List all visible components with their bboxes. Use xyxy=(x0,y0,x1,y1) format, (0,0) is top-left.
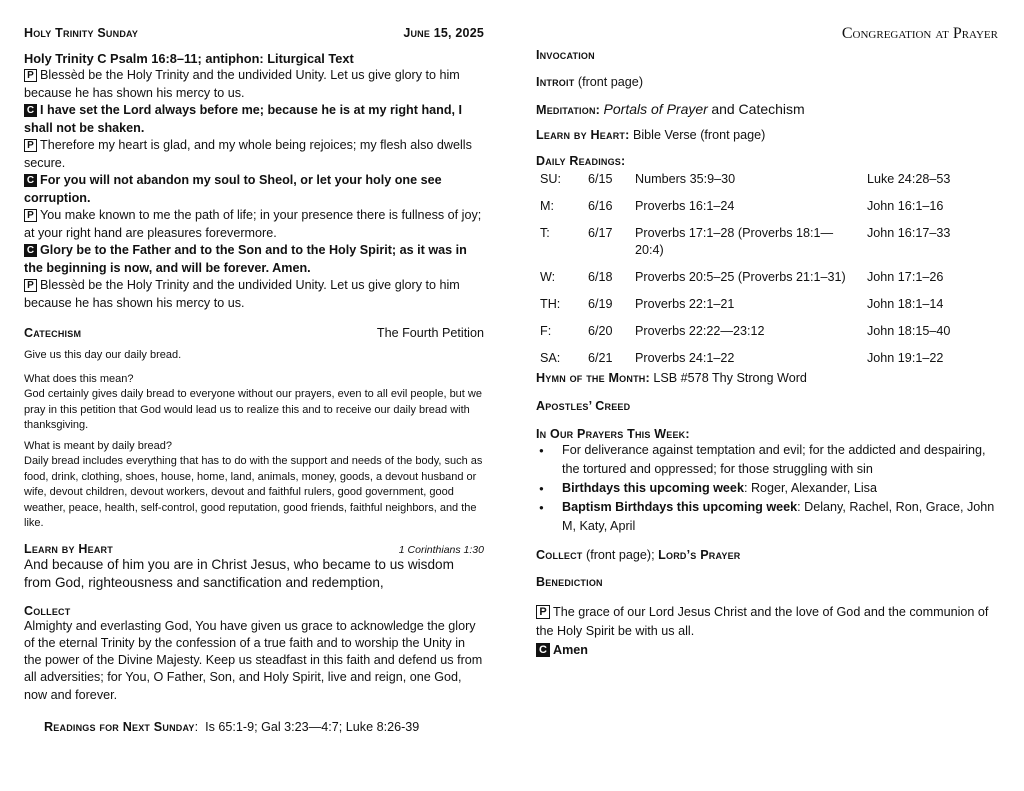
introit-note: (front page) xyxy=(577,75,644,89)
catechism-petition-text: Give us this day our daily bread. xyxy=(24,349,182,361)
reading-ot: Proverbs 24:1–22 xyxy=(635,351,735,365)
reading-ot: Numbers 35:9–30 xyxy=(635,172,736,186)
collect-heading-right: Collect xyxy=(536,548,583,562)
table-row xyxy=(540,215,960,259)
collect-heading: Collect xyxy=(24,603,71,618)
pastor-marker-icon: P xyxy=(24,279,37,292)
learn-heading: Learn by Heart xyxy=(24,541,113,556)
reading-day: W: xyxy=(540,270,556,284)
psalm-verse: P Blessèd be the Holy Trinity and the undivided Unity. Let us give glory to him because he has shown his mercy to us. xyxy=(24,68,460,100)
learn-reference: 1 Corinthians 1:30 xyxy=(398,543,484,556)
hymn xyxy=(536,371,1000,385)
hymn-text: LSB #578 Thy Strong Word xyxy=(653,371,807,385)
reading-day: T: xyxy=(540,226,550,240)
meditation-heading: Meditation: xyxy=(536,103,601,117)
list-item: ● Baptism Birthdays this upcoming week: Delany, Rachel, Ron, Grace, John M, Katy, April xyxy=(562,498,1000,536)
meditation-rest: and Catechism xyxy=(711,101,805,117)
lords-prayer-heading: Lord’s Prayer xyxy=(658,548,741,562)
daily-readings-heading: Daily Readings: xyxy=(536,154,626,168)
reading-date: 6/20 xyxy=(588,324,613,338)
meditation xyxy=(536,101,1000,117)
reading-ot: Proverbs 22:1–21 xyxy=(635,297,735,311)
right-column xyxy=(536,0,1000,660)
psalm-verse: C For you will not abandon my soul to Sheol, or let your holy one see corruption. xyxy=(24,173,442,205)
next-readings-text: Is 65:1-9; Gal 3:23—4:7; Luke 8:26-39 xyxy=(205,719,420,734)
daily-readings-table xyxy=(540,168,960,367)
reading-date: 6/19 xyxy=(588,297,613,311)
table-row xyxy=(540,168,960,188)
reading-day: M: xyxy=(540,199,554,213)
introit-heading: Introit xyxy=(536,75,575,89)
psalm-title: Holy Trinity C Psalm 16:8–11; antiphon: Liturgical Text xyxy=(24,51,354,66)
reading-nt: John 18:15–40 xyxy=(867,324,951,338)
invocation-heading: Invocation xyxy=(536,48,595,62)
catechism-question-2: What is meant by daily bread? xyxy=(24,439,172,452)
catechism-question-1: What does this mean? xyxy=(24,372,134,385)
reading-nt: John 17:1–26 xyxy=(867,270,944,284)
benediction-congregation: C Amen xyxy=(536,641,1000,660)
service-title: Holy Trinity Sunday xyxy=(24,26,139,40)
catechism-heading: Catechism xyxy=(24,326,82,340)
psalm-verse: C I have set the Lord always before me; because he is at my right hand, I shall not be shaken. xyxy=(24,103,463,135)
catechism-header xyxy=(24,326,484,340)
introit xyxy=(536,75,1000,89)
reading-nt: John 16:1–16 xyxy=(867,199,944,213)
learn-by-heart-heading: Learn by Heart: xyxy=(536,128,630,142)
learn-by-heart xyxy=(536,128,1000,142)
collect-text: Almighty and everlasting God, You have given us grace to acknowledge the glory of the eternal Trinity by the confession of a true faith and to worship the Unity in the power of the Divine Majesty. Keep us steadfast in this faith and defend us from all adversities; for You, O Father, Son, and Holy Spirit, live and reign, one God, now and forever. xyxy=(24,618,483,702)
creed-heading: Apostles’ Creed xyxy=(536,399,631,413)
reading-nt: John 19:1–22 xyxy=(867,351,944,365)
congregation-marker-icon: C xyxy=(24,104,37,117)
congregation-marker-icon: C xyxy=(24,244,37,257)
reading-day: TH: xyxy=(540,297,561,311)
pastor-marker-icon: P xyxy=(24,209,37,222)
reading-day: F: xyxy=(540,324,552,338)
page-header xyxy=(24,26,484,40)
learn-by-heart-text: Bible Verse (front page) xyxy=(632,128,766,142)
learn-verse: And because of him you are in Christ Jesus, who became to us wisdom from God, righteousness and sanctification and redemption, xyxy=(24,556,454,590)
collect-line xyxy=(536,548,1000,562)
catechism-petition: The Fourth Petition xyxy=(376,326,484,340)
psalm-verse: P You make known to me the path of life; in your presence there is fullness of joy; at your right hand are pleasures forevermore. xyxy=(24,208,482,240)
service-date: June 15, 2025 xyxy=(403,26,484,40)
benediction-heading: Benediction xyxy=(536,575,603,589)
reading-nt: Luke 24:28–53 xyxy=(867,172,951,186)
reading-day: SU: xyxy=(540,172,561,186)
list-item: ● For deliverance against temptation and evil; for the addicted and despairing, the tortured and oppressed; for those struggling with sin xyxy=(562,441,1000,479)
reading-ot: Proverbs 20:5–25 (Proverbs 21:1–31) xyxy=(635,270,846,284)
psalm-verse: P Blessèd be the Holy Trinity and the undivided Unity. Let us give glory to him because he has shown his mercy to us. xyxy=(24,278,460,310)
right-title: Congregation at Prayer xyxy=(841,25,998,42)
meditation-book: Portals of Prayer xyxy=(603,101,708,117)
left-column xyxy=(24,0,484,734)
reading-date: 6/18 xyxy=(588,270,613,284)
reading-date: 6/21 xyxy=(588,351,613,365)
pastor-marker-icon: P xyxy=(536,605,550,619)
table-row xyxy=(540,259,960,286)
table-row xyxy=(540,188,960,215)
catechism-answer-2: Daily bread includes everything that has to do with the support and needs of the body, such as food, drink, clothing, shoes, house, home, land, animals, money, goods, a devout husband or wife, devout children, devout workers, devout and faithful rulers, good government, good weather, peace, health, self-control, good reputation, good friends, faithful neighbors, and the like. xyxy=(24,455,483,529)
congregation-marker-icon: C xyxy=(536,643,550,657)
benediction-pastor: P The grace of our Lord Jesus Christ and the love of God and the communion of the Holy Spirit be with us all. xyxy=(536,605,989,638)
table-row xyxy=(540,286,960,313)
next-readings-heading: Readings for Next Sunday xyxy=(44,719,195,734)
next-readings: Readings for Next Sunday: Is 65:1-9; Gal 3:23—4:7; Luke 8:26-39 xyxy=(44,719,420,734)
learn-header xyxy=(24,542,484,556)
list-item: ● Birthdays this upcoming week: Roger, Alexander, Lisa xyxy=(562,479,1000,498)
catechism-answer-1: God certainly gives daily bread to everyone without our prayers, even to all evil people, but we pray in this petition that God would lead us to realize this and to receive our daily bread with thanksgiving. xyxy=(24,388,482,431)
psalm-verse: C Glory be to the Father and to the Son and to the Holy Spirit; as it was in the beginning is now, and will be forever. Amen. xyxy=(24,243,467,275)
reading-ot: Proverbs 22:22—23:12 xyxy=(635,324,765,338)
prayers-heading: In Our Prayers This Week: xyxy=(536,427,690,441)
reading-date: 6/17 xyxy=(588,226,613,240)
table-row xyxy=(540,340,960,367)
reading-date: 6/16 xyxy=(588,199,613,213)
hymn-heading: Hymn of the Month: xyxy=(536,371,650,385)
reading-ot: Proverbs 16:1–24 xyxy=(635,199,735,213)
table-row xyxy=(540,313,960,340)
reading-date: 6/15 xyxy=(588,172,613,186)
psalm-verse: P Therefore my heart is glad, and my whole being rejoices; my flesh also dwells secure. xyxy=(24,138,472,170)
pastor-marker-icon: P xyxy=(24,139,37,152)
psalm xyxy=(24,67,484,312)
reading-nt: John 18:1–14 xyxy=(867,297,944,311)
reading-nt: John 16:17–33 xyxy=(867,226,951,240)
collect-note: (front page); xyxy=(586,548,655,562)
reading-ot: Proverbs 17:1–28 (Proverbs 18:1—20:4) xyxy=(635,226,834,257)
congregation-marker-icon: C xyxy=(24,174,37,187)
reading-day: SA: xyxy=(540,351,561,365)
pastor-marker-icon: P xyxy=(24,69,37,82)
prayer-list xyxy=(536,441,1000,536)
